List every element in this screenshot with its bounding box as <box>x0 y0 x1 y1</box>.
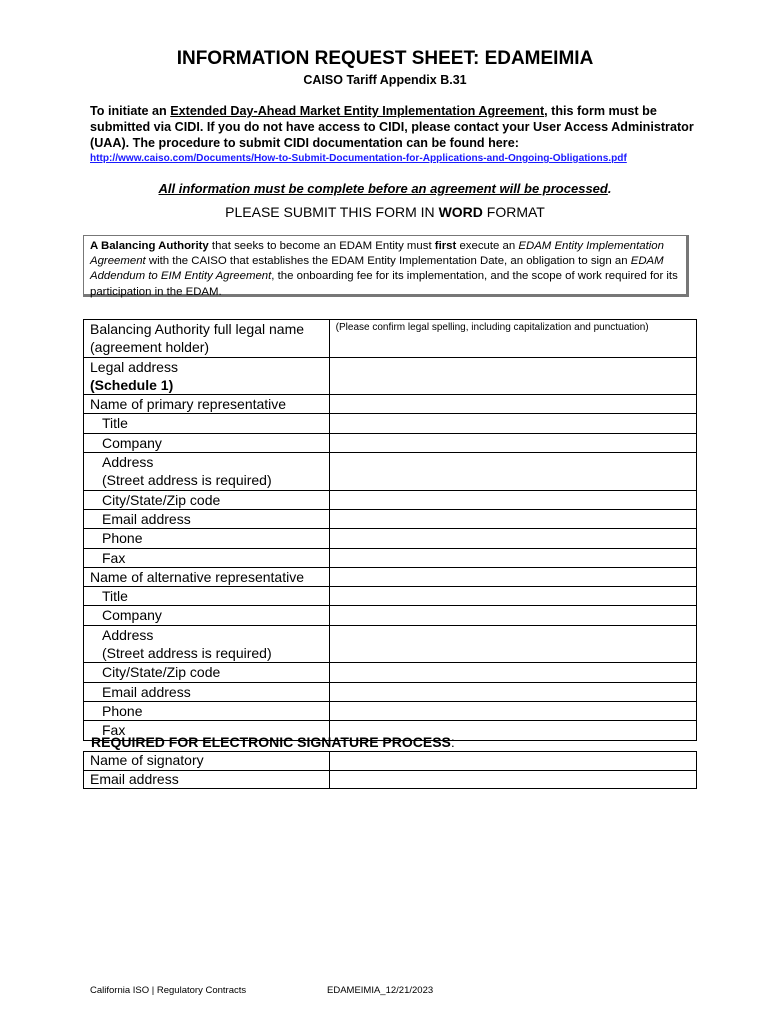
alt-city-label <box>84 663 330 682</box>
cidi-procedure-link[interactable]: http://www.caiso.com/Documents/How-to-Submit-Documentation-for-Applications-and-Ongoing-Obligations.pdf <box>90 153 627 164</box>
primary-title-text: Title <box>102 415 128 432</box>
legal-address-text: Legal address <box>90 358 178 375</box>
primary-title-field[interactable] <box>329 414 696 433</box>
signatory-field[interactable] <box>330 752 697 771</box>
info-box-s7: EDAM Addendum to EIM Entity Agreement <box>90 255 664 283</box>
info-box-s3: first <box>434 240 457 252</box>
primary-company-label <box>84 433 330 452</box>
information-form-table <box>83 319 697 741</box>
esig-heading-colon: : <box>450 734 455 750</box>
table-row <box>84 509 697 528</box>
schedule-1-text: (Schedule 1) <box>90 376 174 393</box>
primary-email-field[interactable] <box>329 509 696 528</box>
alt-city-text: City/State/Zip code <box>102 664 221 681</box>
table-row <box>84 529 697 548</box>
primary-company-field[interactable] <box>329 433 696 452</box>
intro-paragraph <box>90 103 700 151</box>
signatory-label: Name of signatory <box>84 752 330 771</box>
ba-name-field[interactable]: (Please confirm legal spelling, including capitalization and punctuation) <box>329 320 696 358</box>
primary-email-label <box>84 509 330 528</box>
table-row <box>84 320 697 358</box>
primary-fax-field[interactable] <box>329 548 696 567</box>
alt-email-field[interactable] <box>329 682 696 701</box>
submit-format-before: PLEASE SUBMIT THIS FORM IN <box>225 204 439 220</box>
primary-company-text: Company <box>102 434 162 451</box>
alt-street-required-text: (Street address is required) <box>102 645 272 662</box>
alt-city-field[interactable] <box>329 663 696 682</box>
alt-email-label <box>84 682 330 701</box>
primary-rep-field[interactable] <box>329 395 696 414</box>
document-title: INFORMATION REQUEST SHEET: EDAMEIMIA <box>176 48 594 69</box>
alt-phone-text: Phone <box>102 702 143 719</box>
footer-document-id: EDAMEIMIA_12/21/2023 <box>327 985 434 996</box>
alt-title-label <box>84 587 330 606</box>
primary-rep-label: Name of primary representative <box>84 395 330 414</box>
table-row <box>84 701 697 720</box>
info-box-s1: A Balancing Authority <box>90 240 209 252</box>
footer-organization: California ISO | Regulatory Contracts <box>90 985 247 996</box>
alt-company-field[interactable] <box>329 606 696 625</box>
primary-fax-label <box>84 548 330 567</box>
notice-text: All information must be complete before an agreement will be processed <box>158 181 608 196</box>
alt-title-field[interactable] <box>329 587 696 606</box>
intro-part1: To initiate an <box>90 104 171 118</box>
primary-city-field[interactable] <box>329 490 696 509</box>
info-box-s5: EDAM Entity Implementation Agreement <box>90 240 664 268</box>
table-row <box>84 752 697 771</box>
table-row <box>84 682 697 701</box>
legal-address-label <box>84 357 330 395</box>
table-row <box>84 490 697 509</box>
submit-format-after: FORMAT <box>482 204 545 220</box>
table-row <box>84 625 697 663</box>
completeness-notice <box>0 181 770 196</box>
info-box <box>83 235 689 297</box>
ba-name-label: Balancing Authority full legal name (agreement holder) <box>84 320 330 358</box>
alt-email-text: Email address <box>102 683 191 700</box>
table-row <box>84 433 697 452</box>
primary-email-text: Email address <box>102 510 191 527</box>
table-row <box>84 567 697 586</box>
info-box-s2: that seeks to become an EDAM Entity must <box>208 240 435 252</box>
alt-phone-field[interactable] <box>329 701 696 720</box>
esig-table <box>83 751 697 789</box>
alt-address-field[interactable] <box>329 625 696 663</box>
alt-title-text: Title <box>102 588 128 605</box>
esig-heading <box>91 734 455 750</box>
signatory-email-field[interactable] <box>330 770 697 789</box>
alt-rep-field[interactable] <box>329 567 696 586</box>
intro-agreement-name: Extended Day-Ahead Market Entity Implementation Agreement <box>170 104 545 118</box>
submit-format-word: WORD <box>438 204 483 220</box>
table-row <box>84 606 697 625</box>
alt-address-label <box>84 625 330 663</box>
table-row <box>84 587 697 606</box>
alt-company-text: Company <box>102 607 162 624</box>
alt-phone-label <box>84 701 330 720</box>
signatory-email-label: Email address <box>84 770 330 789</box>
primary-phone-label <box>84 529 330 548</box>
table-row <box>84 453 697 491</box>
primary-city-text: City/State/Zip code <box>102 491 221 508</box>
primary-address-label <box>84 453 330 491</box>
primary-title-label <box>84 414 330 433</box>
table-row <box>84 414 697 433</box>
document-subtitle: CAISO Tariff Appendix B.31 <box>303 73 467 87</box>
esig-heading-text: REQUIRED FOR ELECTRONIC SIGNATURE PROCESS <box>91 734 451 750</box>
info-box-s8: , the onboarding fee for its implementation, and the scope of work required for its participation in the EDAM. <box>90 270 678 298</box>
intro-part2: , this form must be submitted via CIDI. If you do not have access to CIDI, please contact your User Access Administrator (UAA). The procedure to submit CIDI documentation can be found here: <box>90 104 694 150</box>
legal-address-field[interactable] <box>329 357 696 395</box>
primary-phone-field[interactable] <box>329 529 696 548</box>
primary-address-field[interactable] <box>329 453 696 491</box>
table-row <box>84 770 697 789</box>
primary-fax-text: Fax <box>102 549 126 566</box>
table-row <box>84 548 697 567</box>
alt-fax-text: Fax <box>102 722 126 739</box>
info-box-s4: execute an <box>456 240 519 252</box>
primary-city-label <box>84 490 330 509</box>
info-box-s6: with the CAISO that establishes the EDAM Entity Implementation Date, an obligation to sign an <box>145 255 631 268</box>
alt-company-label <box>84 606 330 625</box>
table-row <box>84 663 697 682</box>
notice-period: . <box>607 181 612 196</box>
submit-format-instruction <box>0 204 770 220</box>
primary-street-required-text: (Street address is required) <box>102 472 272 489</box>
alt-rep-label: Name of alternative representative <box>84 567 330 586</box>
primary-phone-text: Phone <box>102 530 143 547</box>
table-row <box>84 357 697 395</box>
table-row <box>84 395 697 414</box>
primary-address-text: Address <box>102 454 154 471</box>
alt-address-text: Address <box>102 626 154 643</box>
